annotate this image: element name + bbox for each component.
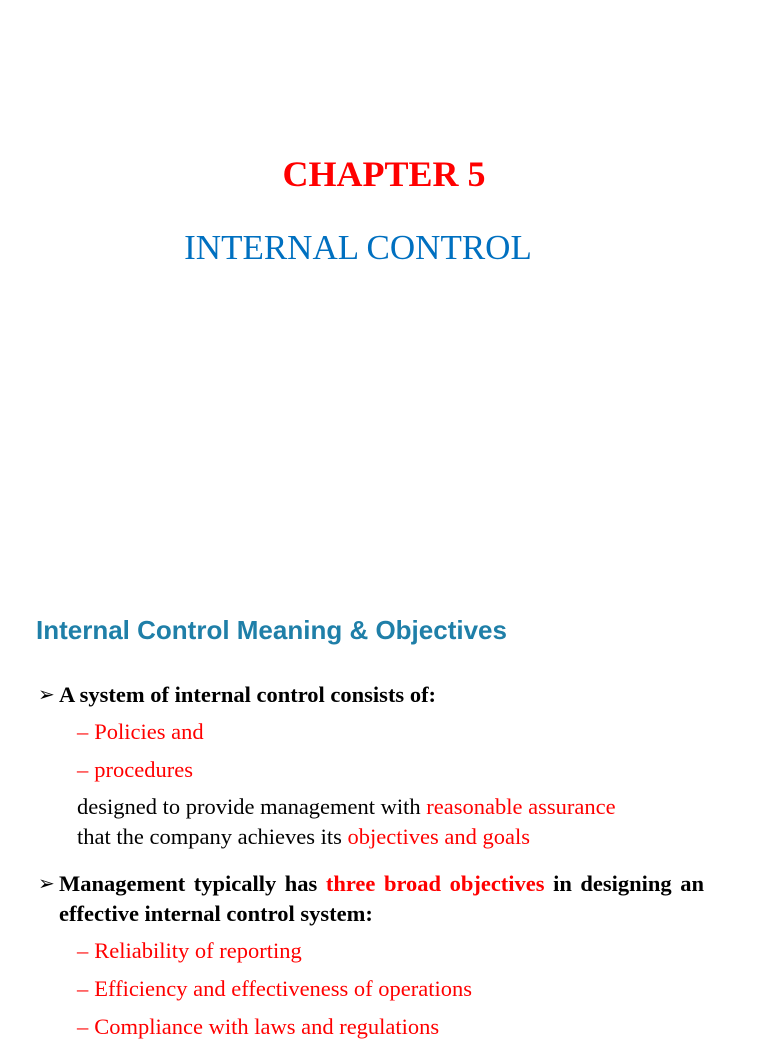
bullet-text xyxy=(59,869,704,929)
chapter-subtitle: INTERNAL CONTROL xyxy=(184,228,532,267)
bullet-text: A system of internal control consists of: xyxy=(59,682,437,707)
sub-item-text: Policies and xyxy=(94,719,204,744)
dash-bullet-icon: – xyxy=(77,1014,89,1039)
bullet-system-definition xyxy=(38,680,704,710)
bullet-highlight-three-objectives: three broad objectives xyxy=(325,871,545,896)
sub-item-text: Efficiency and effectiveness of operations xyxy=(94,976,473,1001)
content-slide xyxy=(0,580,768,1039)
sub-item-procedures xyxy=(77,755,193,785)
dash-bullet-icon: – xyxy=(77,757,89,782)
sub-item-reliability xyxy=(77,936,302,966)
chapter-title: CHAPTER 5 xyxy=(282,154,486,194)
arrow-bullet-icon: ➢ xyxy=(38,873,55,895)
dash-bullet-icon: – xyxy=(77,976,89,1001)
sub-item-text: procedures xyxy=(94,757,193,782)
slide-heading: Internal Control Meaning & Objectives xyxy=(36,615,507,645)
para-highlight-objectives: objectives and goals xyxy=(347,824,530,849)
sub-item-policies xyxy=(77,717,204,747)
bullet-text-part: in designing an effective internal control system: xyxy=(59,871,704,926)
bullet-management-objectives xyxy=(38,869,704,929)
assurance-paragraph xyxy=(77,792,717,852)
sub-item-text: Compliance with laws and regulations xyxy=(94,1014,440,1039)
para-text: designed to provide management with xyxy=(77,794,427,819)
sub-item-compliance xyxy=(77,1012,439,1042)
para-text: that the company achieves its xyxy=(77,824,348,849)
arrow-bullet-icon: ➢ xyxy=(38,684,55,706)
dash-bullet-icon: – xyxy=(77,938,89,963)
para-highlight-assurance: reasonable assurance xyxy=(426,794,616,819)
bullet-text-part: Management typically has xyxy=(59,871,326,896)
sub-item-efficiency xyxy=(77,974,472,1004)
dash-bullet-icon: – xyxy=(77,719,89,744)
sub-item-text: Reliability of reporting xyxy=(94,938,302,963)
